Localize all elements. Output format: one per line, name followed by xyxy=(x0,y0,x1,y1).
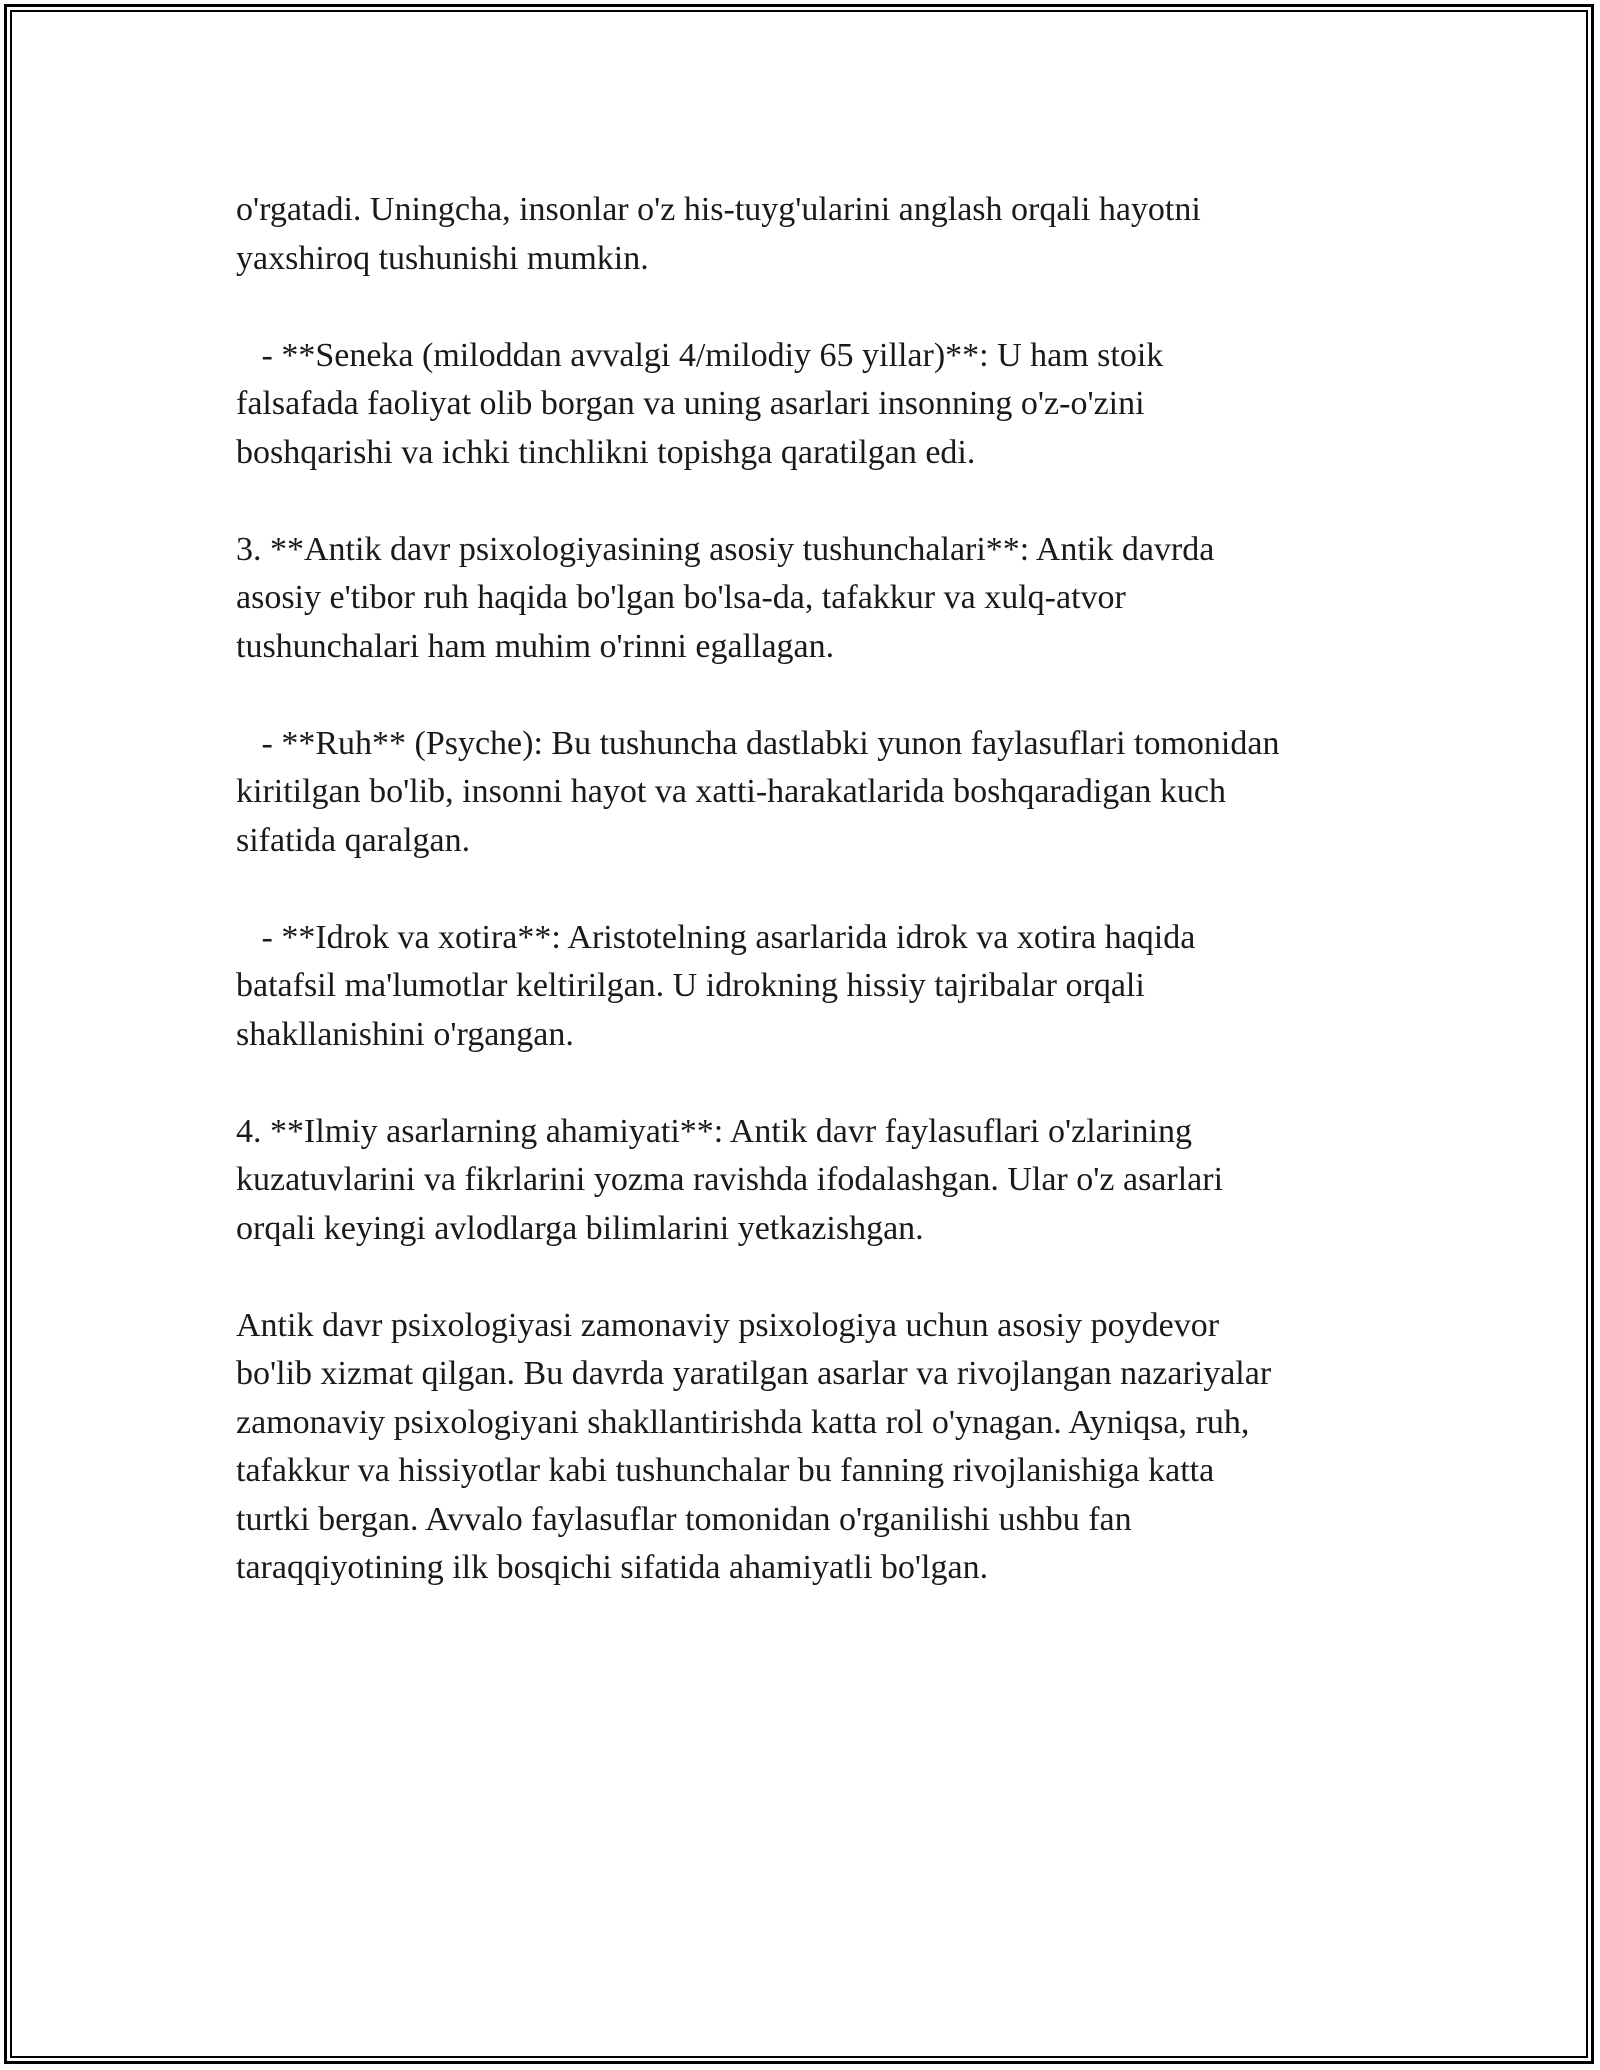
paragraph-continuation: o'rgatadi. Uningcha, insonlar o'z his-tuyg'ularini anglash orqali hayotni yaxshiroq tushunishi mumkin. xyxy=(236,191,1201,277)
paragraph-conclusion: Antik davr psixologiyasi zamonaviy psixologiya uchun asosiy poydevor bo'lib xizmat qilgan. Bu davrda yaratilgan asarlar va rivojlangan nazariyalar zamonaviy psixologiyani shakllantirishda katta rol o'ynagan. Ayniqsa, ruh, tafakkur va hissiyotlar kabi tushunchalar bu fanning rivojlanishiga katta turtki bergan. Avvalo faylasuflar tomonidan o'rganilishi ushbu fan taraqqiyotining ilk bosqichi sifatida ahamiyatli bo'lgan. xyxy=(236,1306,1272,1586)
document-body xyxy=(236,186,1386,1593)
paragraph-ruh: - **Ruh** (Psyche): Bu tushuncha dastlabki yunon faylasuflari tomonidan kiritilgan bo'lib, insonni hayot va xatti-harakatlarida boshqaradigan kuch sifatida qaralgan. xyxy=(236,724,1280,859)
paragraph-section-4: 4. **Ilmiy asarlarning ahamiyati**: Antik davr faylasuflari o'zlarining kuzatuvlarini va fikrlarini yozma ravishda ifodalashgan. Ular o'z asarlari orqali keyingi avlodlarga bilimlarini yetkazishgan. xyxy=(236,1112,1224,1247)
paragraph-section-3: 3. **Antik davr psixologiyasining asosiy tushunchalari**: Antik davrda asosiy e'tibor ruh haqida bo'lgan bo'lsa-da, tafakkur va xulq-atvor tushunchalari ham muhim o'rinni egallagan. xyxy=(236,530,1215,665)
paragraph-seneka: - **Seneka (miloddan avvalgi 4/milodiy 65 yillar)**: U ham stoik falsafada faoliyat olib borgan va uning asarlari insonning o'z-o'zini boshqarishi va ichki tinchlikni topishga qaratilgan edi. xyxy=(236,336,1164,471)
paragraph-idrok: - **Idrok va xotira**: Aristotelning asarlarida idrok va xotira haqida batafsil ma'lumotlar keltirilgan. U idrokning hissiy tajribalar orqali shakllanishini o'rgangan. xyxy=(236,918,1196,1053)
